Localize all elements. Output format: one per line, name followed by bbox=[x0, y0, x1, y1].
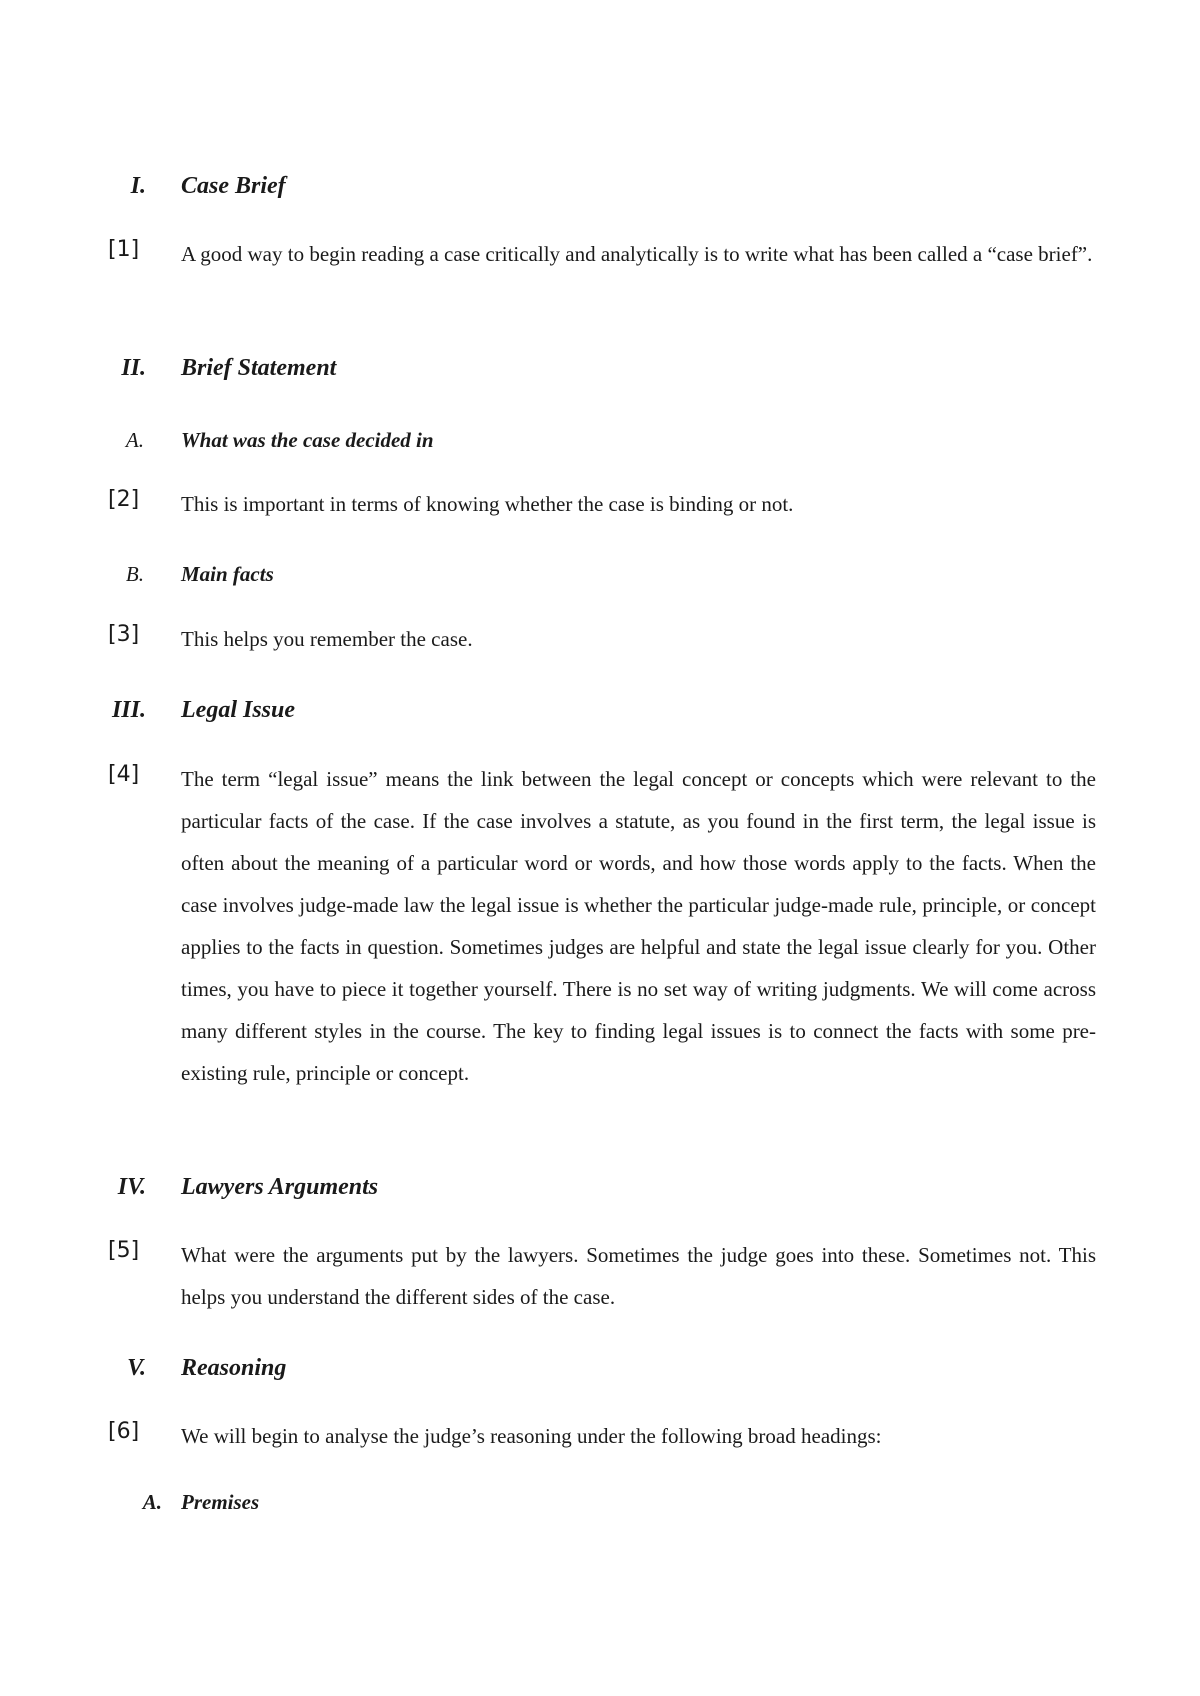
paragraph-number: [2] bbox=[108, 487, 140, 512]
subsection-title: Premises bbox=[181, 1490, 260, 1514]
paragraph-text: A good way to begin reading a case critically and analytically is to write what has been called a “case brief”. bbox=[181, 242, 1093, 266]
paragraph-text: We will begin to analyse the judge’s reasoning under the following broad headings: bbox=[181, 1424, 882, 1448]
section-title: Reasoning bbox=[181, 1355, 287, 1381]
section-number: I. bbox=[130, 173, 146, 199]
section-number: II. bbox=[121, 355, 146, 381]
paragraph-text: The term “legal issue” means the link between the legal concept or concepts which were relevant to the particular facts of the case. If the case involves a statute, as you found in the first term, the legal issue is often about the meaning of a particular word or words, and how those words apply to the facts. When the case involves judge-made law the legal issue is whether the particular judge-made rule, principle, or concept applies to the facts in question. Sometimes judges are helpful and state the legal issue clearly for you. Other times, you have to piece it together yourself. There is no set way of writing judgments. We will come across many different styles in the course. The key to finding legal issues is to connect the facts with some pre-existing rule, principle or concept. bbox=[181, 767, 1096, 1085]
paragraph-text: This is important in terms of knowing whether the case is binding or not. bbox=[181, 492, 794, 516]
section-title: Case Brief bbox=[181, 173, 286, 199]
section-title: Lawyers Arguments bbox=[181, 1174, 379, 1200]
subsection-letter: B. bbox=[125, 562, 144, 586]
subsection-letter: A. bbox=[125, 428, 144, 452]
paragraph-number: [3] bbox=[108, 622, 140, 647]
section-number: IV. bbox=[117, 1174, 146, 1200]
paragraph-number: [1] bbox=[108, 237, 140, 262]
subsection-title: Main facts bbox=[181, 562, 274, 586]
section-number: III. bbox=[111, 697, 146, 723]
subsection-letter: A. bbox=[142, 1490, 162, 1514]
paragraph-number: [6] bbox=[108, 1419, 140, 1444]
paragraph-text: What were the arguments put by the lawyers. Sometimes the judge goes into these. Sometimes not. This helps you understand the different sides of the case. bbox=[181, 1243, 1096, 1309]
subsection-title: What was the case decided in bbox=[181, 428, 434, 452]
paragraph-number: [5] bbox=[108, 1238, 140, 1263]
section-title: Legal Issue bbox=[181, 697, 295, 723]
paragraph-number: [4] bbox=[108, 762, 140, 787]
section-title: Brief Statement bbox=[181, 355, 337, 381]
paragraph-text: This helps you remember the case. bbox=[181, 627, 473, 651]
section-number: V. bbox=[127, 1355, 146, 1381]
